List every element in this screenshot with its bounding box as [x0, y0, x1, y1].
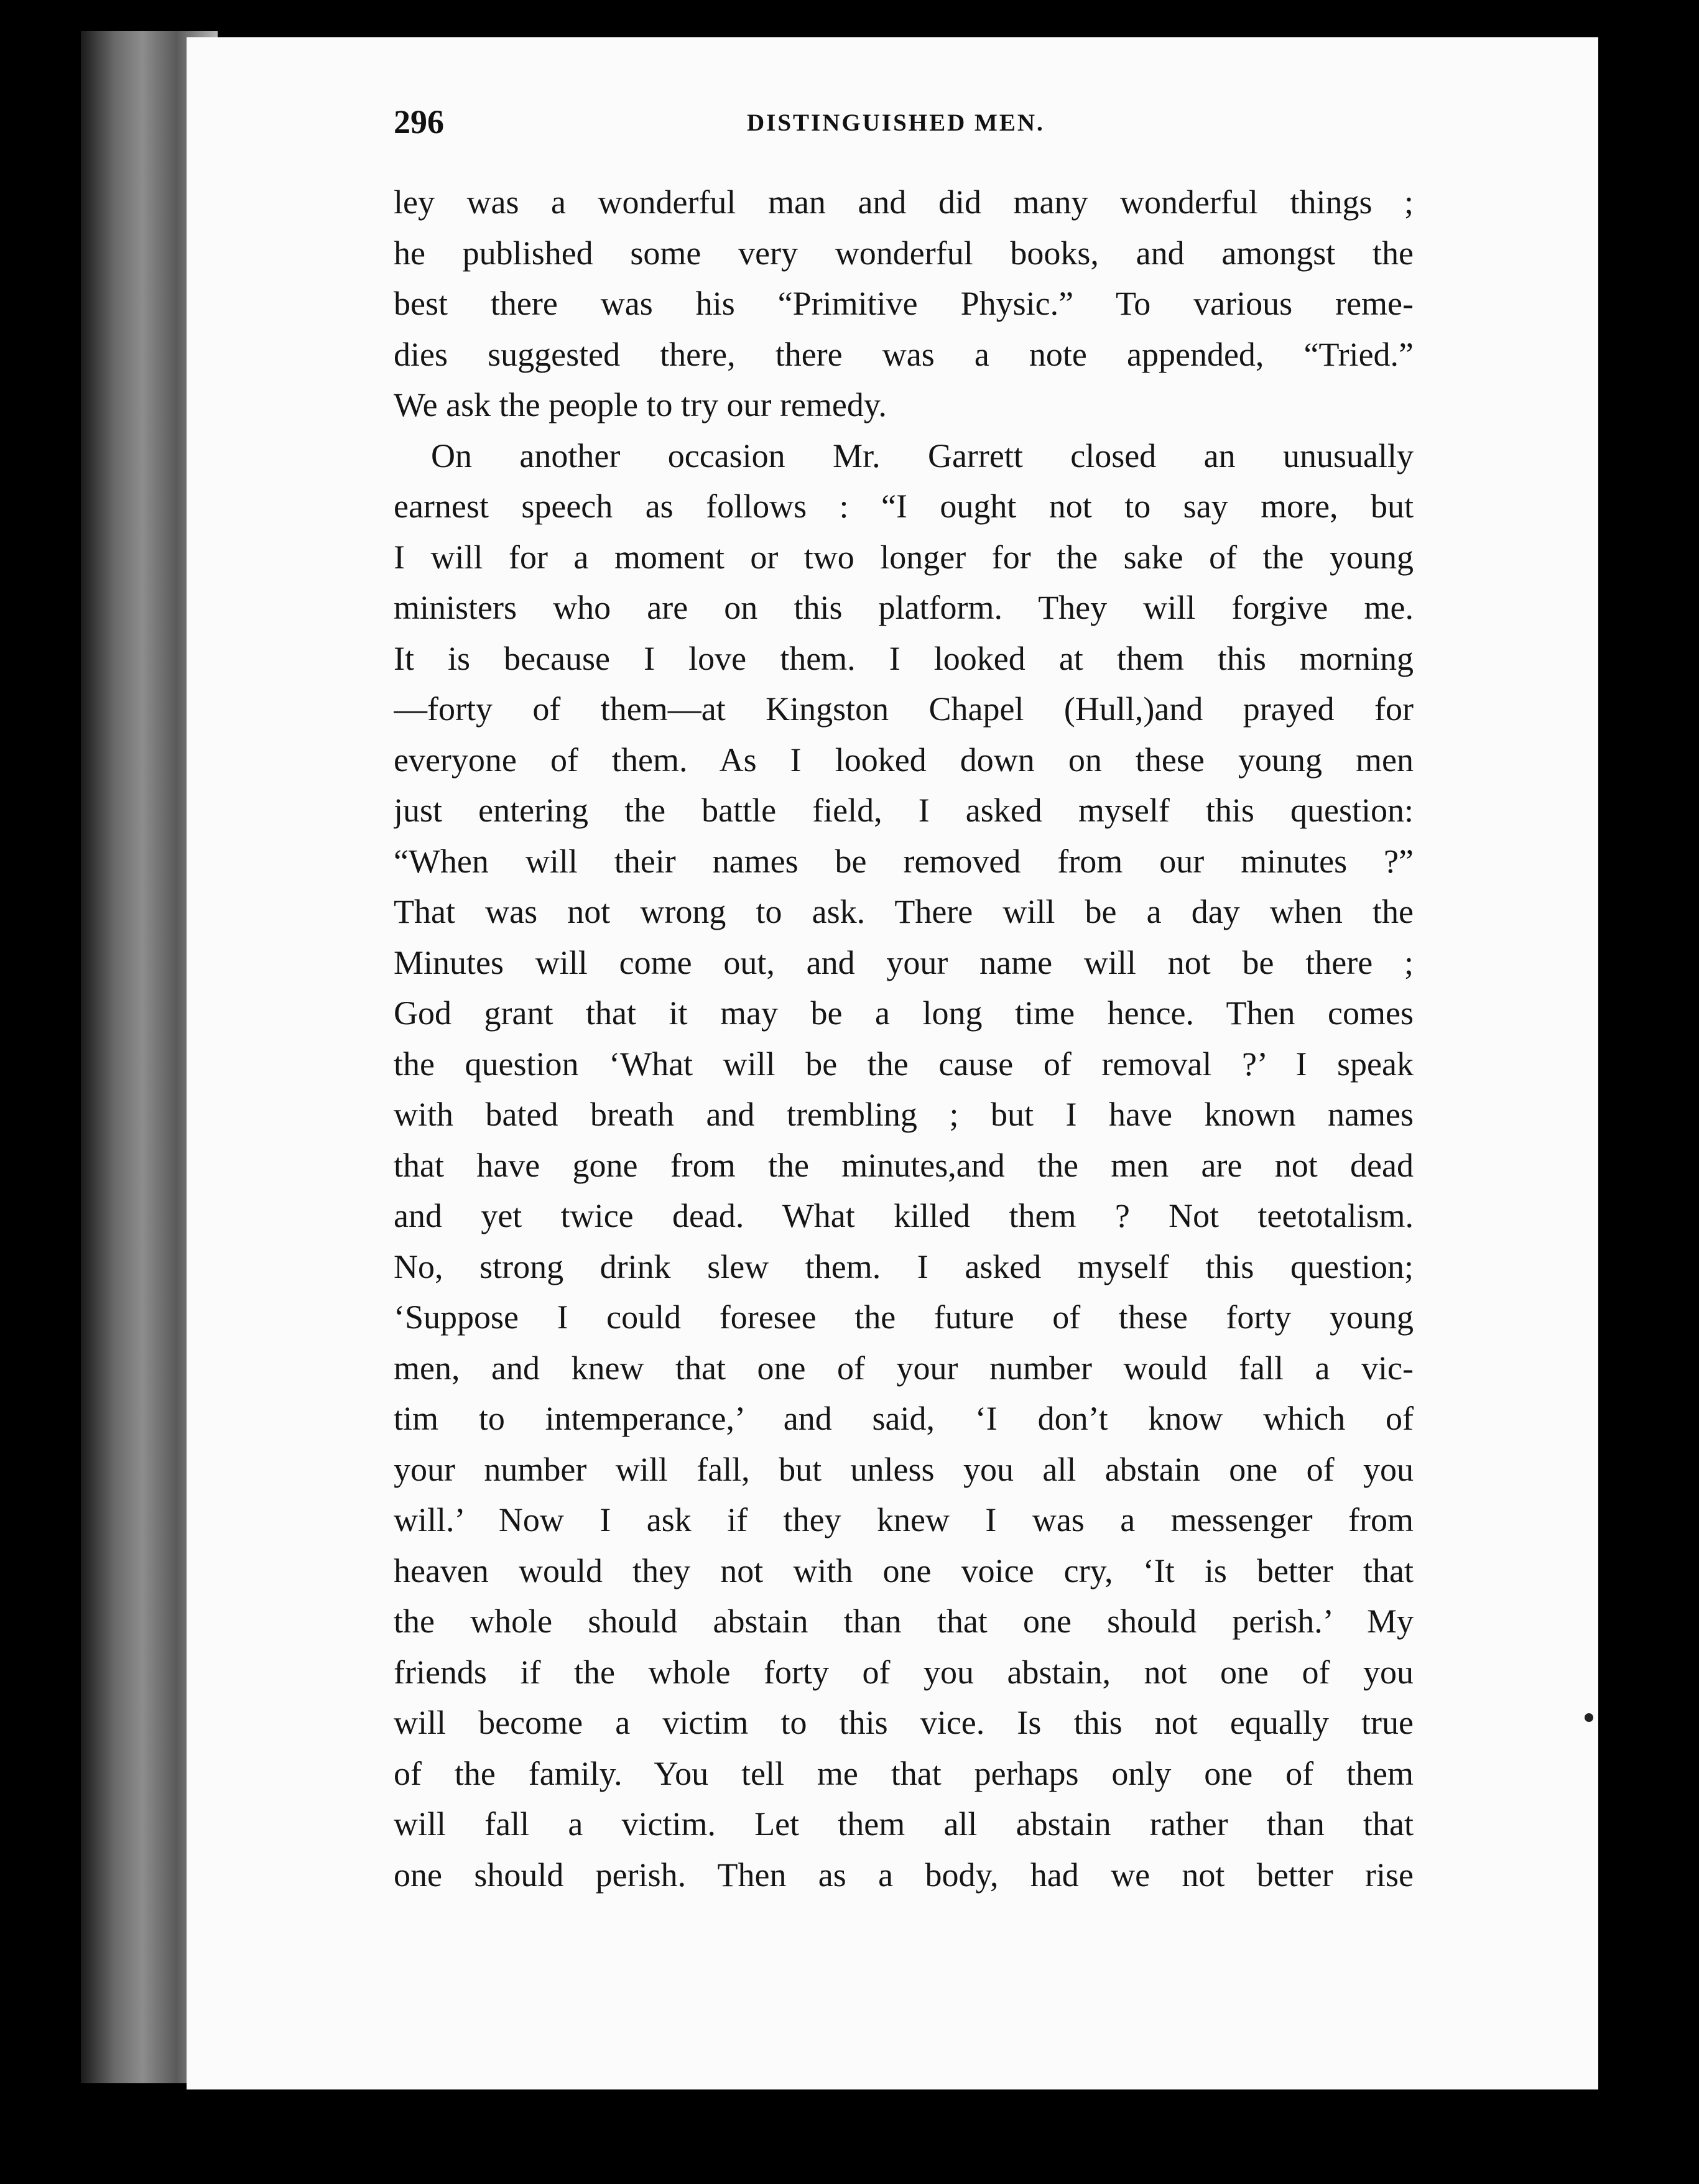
text-line: ‘Suppose I could foresee the future of these forty young [394, 1298, 1414, 1336]
page-header [394, 103, 1202, 152]
text-line: of the family. You tell me that perhaps only one of them [394, 1754, 1414, 1792]
text-line: best there was his “Primitive Physic.” To various reme- [394, 285, 1414, 322]
text-line: the whole should abstain than that one should perish.’ My [394, 1603, 1414, 1640]
text-line: ley was a wonderful man and did many wonderful things ; [394, 183, 1414, 221]
text-line: will.’ Now I ask if they knew I was a messenger from [394, 1501, 1414, 1539]
text-line: everyone of them. As I looked down on these young men [394, 741, 1414, 779]
text-line: On another occasion Mr. Garrett closed an unusually [431, 437, 1414, 474]
text-line: heaven would they not with one voice cry, ‘It is better that [394, 1552, 1414, 1589]
text-line: just entering the battle field, I asked myself this question: [394, 792, 1414, 829]
ink-spot [1585, 1713, 1593, 1722]
text-line: and yet twice dead. What killed them ? Not teetotalism. [394, 1197, 1414, 1234]
text-line: will fall a victim. Let them all abstain rather than that [394, 1805, 1414, 1843]
text-line: I will for a moment or two longer for the sake of the young [394, 538, 1414, 576]
text-line: That was not wrong to ask. There will be a day when the [394, 893, 1414, 930]
text-line: It is because I love them. I looked at them this morning [394, 639, 1414, 677]
text-line: will become a victim to this vice. Is this not equally true [394, 1704, 1414, 1741]
text-line: —forty of them—at Kingston Chapel (Hull,)and prayed for [394, 690, 1414, 728]
text-line: dies suggested there, there was a note appended, “Tried.” [394, 335, 1414, 373]
running-head: DISTINGUISHED MEN. [747, 109, 1045, 136]
text-line: one should perish. Then as a body, had we not better rise [394, 1856, 1414, 1894]
body-text [394, 177, 1414, 1900]
text-line: God grant that it may be a long time hence. Then comes [394, 994, 1414, 1032]
text-line: he published some very wonderful books, and amongst the [394, 234, 1414, 272]
text-line: Minutes will come out, and your name will not be there ; [394, 943, 1414, 981]
text-line: tim to intemperance,’ and said, ‘I don’t know which of [394, 1400, 1414, 1437]
page-number: 296 [394, 103, 444, 141]
text-line: that have gone from the minutes,and the men are not dead [394, 1146, 1414, 1184]
text-line: men, and knew that one of your number would fall a vic- [394, 1349, 1414, 1387]
text-line: the question ‘What will be the cause of removal ?’ I speak [394, 1045, 1414, 1083]
text-line: No, strong drink slew them. I asked myself this question; [394, 1247, 1414, 1285]
text-line: ministers who are on this platform. They will forgive me. [394, 589, 1414, 626]
text-line: “When will their names be removed from our minutes ?” [394, 842, 1414, 880]
text-line: earnest speech as follows : “I ought not to say more, but [394, 488, 1414, 525]
text-line: your number will fall, but unless you all abstain one of you [394, 1450, 1414, 1488]
text-line: friends if the whole forty of you abstain, not one of you [394, 1653, 1414, 1691]
text-line: with bated breath and trembling ; but I have known names [394, 1096, 1414, 1133]
text-line: We ask the people to try our remedy. [394, 386, 887, 423]
